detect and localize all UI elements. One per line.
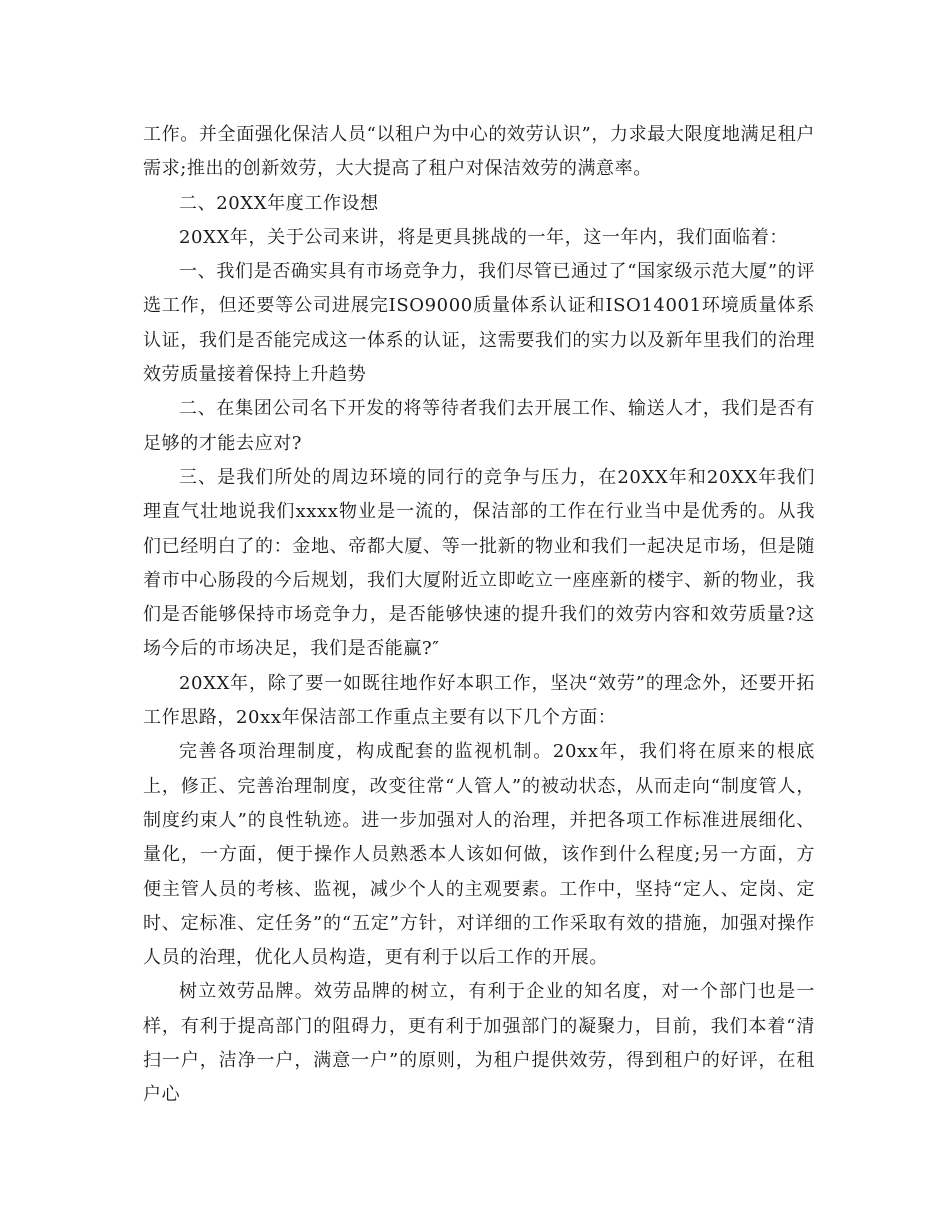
paragraph-point-3: 三、是我们所处的周边环境的同行的竞争与压力，在20XX年和20XX年我们理直气壮地说我们xxxx物业是一流的，保洁部的工作在行业当中是优秀的。从我们已经明白了的：金地、帝都大厦、等一批新的物业和我们一起决足市场，但是随着市中心肠段的今后规划，我们大厦附近立即屹立一座座新的楼宇、新的物业，我们是否能够保持市场竞争力，是否能够快速的提升我们的效劳内容和效劳质量?这场今后的市场决足，我们是否能赢?″ (143, 466, 815, 660)
paragraph-intro: 20XX年，关于公司来讲，将是更具挑战的一年，这一年内，我们面临着： (179, 226, 788, 248)
paragraph-management-system: 完善各项治理制度，构成配套的监视机制。20xx年，我们将在原来的根底上，修正、完善治理制度，改变往常“人管人”的被动状态，从而走向“制度管人，制度约束人”的良性轨迹。进一步加强对人的治理，并把各项工作标准进展细化、量化，一方面，便于操作人员熟悉本人该如何做，该作到什么程度;另一方面，方便主管人员的考核、监视，减少个人的主观要素。工作中，坚持“定人、定岗、定时、定标准、定任务”的“五定”方针，对详细的工作采取有效的措施，加强对操作人员的治理，优化人员构造，更有利于以后工作的开展。 (143, 741, 815, 969)
paragraph-work-focus: 20XX年，除了要一如既往地作好本职工作，坚决“效劳”的理念外，还要开拓工作思路，20xx年保洁部工作重点主要有以下几个方面： (143, 672, 815, 729)
paragraph-service-brand: 树立效劳品牌。效劳品牌的树立，有利于企业的知名度，对一个部门也是一样，有利于提高部门的阻碍力，更有利于加强部门的凝聚力，目前，我们本着“清扫一户，洁净一户，满意一户”的原则，为租户提供效劳，得到租户的好评，在租户心 (143, 981, 815, 1106)
paragraph-continuation: 工作。并全面强化保洁人员“以租户为中心的效劳认识”，力求最大限度地满足租户需求;推出的创新效劳，大大提高了租户对保洁效劳的满意率。 (143, 124, 815, 180)
paragraph-point-1: 一、我们是否确实具有市场竞争力，我们尽管已通过了“国家级示范大厦”的评选工作，但还要等公司进展完ISO9000质量体系认证和ISO14001环境质量体系认证，我们是否能完成这一体系的认证，这需要我们的实力以及新年里我们的治理效劳质量接着保持上升趋势 (143, 261, 815, 386)
section-heading-2: 二、20XX年度工作设想 (179, 192, 379, 214)
paragraph-point-2: 二、在集团公司名下开发的将等待者我们去开展工作、输送人才，我们是否有足够的才能去应对? (143, 398, 815, 454)
